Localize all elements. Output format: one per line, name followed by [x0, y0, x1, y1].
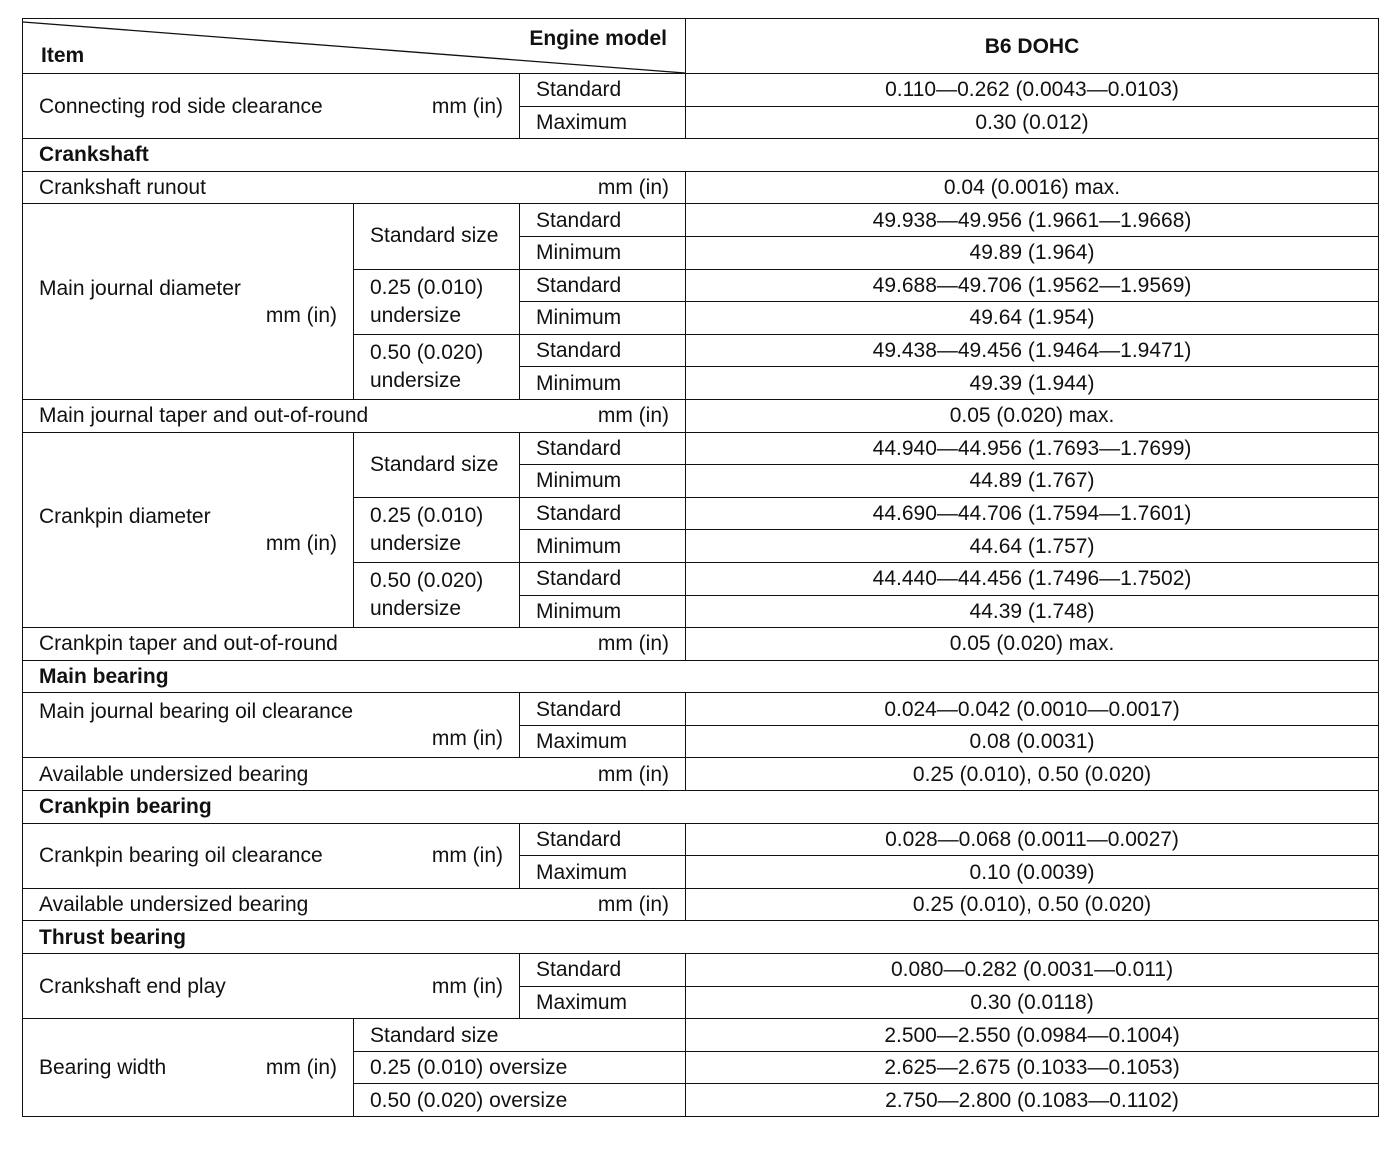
minimum-label: Minimum [520, 530, 686, 563]
section-main-bearing [23, 660, 1379, 693]
main-available-label-cell [23, 758, 686, 791]
standard-label: Standard [520, 74, 686, 107]
runout-label: Crankshaft runout [39, 176, 206, 200]
end-play-maximum: 0.30 (0.0118) [686, 986, 1379, 1019]
standard-label: Standard [520, 693, 686, 726]
header-engine-name: B6 DOHC [686, 19, 1379, 74]
section-title-crankshaft: Crankshaft [23, 139, 1379, 172]
unit-label: mm (in) [431, 727, 503, 751]
pin-available-label: Available undersized bearing [39, 893, 309, 917]
spec-table [22, 18, 1379, 1117]
unit-label: mm (in) [597, 632, 670, 656]
crankpin-label: Crankpin diameter [39, 504, 211, 528]
crankpin-us50-min: 44.39 (1.748) [686, 595, 1379, 628]
section-crankpin-bearing [23, 791, 1379, 824]
main-journal-std-min: 49.89 (1.964) [686, 236, 1379, 269]
main-taper-label-cell [23, 399, 686, 432]
standard-label: Standard [520, 823, 686, 856]
pin-available-value: 0.25 (0.010), 0.50 (0.020) [686, 888, 1379, 921]
undersize-050-label: 0.50 (0.020) undersize [354, 562, 520, 627]
unit-label: mm (in) [265, 1056, 337, 1080]
conrod-standard-value: 0.110—0.262 (0.0043—0.0103) [686, 74, 1379, 107]
main-available-value: 0.25 (0.010), 0.50 (0.020) [686, 758, 1379, 791]
main-journal-us25-std: 49.688—49.706 (1.9562—1.9569) [686, 269, 1379, 302]
crankpin-row [23, 432, 1379, 465]
oversize-050-label: 0.50 (0.020) oversize [354, 1084, 686, 1117]
main-journal-us25-min: 49.64 (1.954) [686, 302, 1379, 335]
section-thrust-bearing [23, 921, 1379, 954]
minimum-label: Minimum [520, 302, 686, 335]
standard-size-label: Standard size [354, 432, 520, 497]
standard-label: Standard [520, 954, 686, 987]
maximum-label: Maximum [520, 725, 686, 758]
maximum-label: Maximum [520, 856, 686, 889]
section-title-main-bearing: Main bearing [23, 660, 1379, 693]
main-available-row [23, 758, 1379, 791]
main-journal-label-cell [23, 204, 354, 400]
pin-taper-value: 0.05 (0.020) max. [686, 628, 1379, 661]
standard-label: Standard [520, 334, 686, 367]
section-crankshaft [23, 139, 1379, 172]
runout-label-cell [23, 171, 686, 204]
pin-oil-clearance-standard: 0.028—0.068 (0.0011—0.0027) [686, 823, 1379, 856]
main-taper-label: Main journal taper and out-of-round [39, 404, 369, 428]
unit-label: mm (in) [265, 531, 337, 555]
minimum-label: Minimum [520, 595, 686, 628]
pin-oil-clearance-label-cell [23, 823, 520, 888]
unit-label: mm (in) [431, 844, 503, 868]
header-engine-model-label: Engine model [529, 27, 668, 50]
standard-label: Standard [520, 204, 686, 237]
main-taper-row [23, 399, 1379, 432]
runout-row [23, 171, 1379, 204]
main-journal-row [23, 204, 1379, 237]
pin-taper-row [23, 628, 1379, 661]
standard-label: Standard [520, 562, 686, 595]
unit-label: mm (in) [265, 303, 337, 327]
bearing-width-os025: 2.625—2.675 (0.1033—0.1053) [686, 1051, 1379, 1084]
pin-available-row [23, 888, 1379, 921]
minimum-label: Minimum [520, 367, 686, 400]
main-journal-us50-std: 49.438—49.456 (1.9464—1.9471) [686, 334, 1379, 367]
unit-label: mm (in) [597, 762, 670, 786]
minimum-label: Minimum [520, 236, 686, 269]
end-play-label: Crankshaft end play [39, 974, 226, 998]
main-oil-clearance-label: Main journal bearing oil clearance [39, 700, 354, 724]
crankpin-std-min: 44.89 (1.767) [686, 465, 1379, 498]
main-oil-clearance-row [23, 693, 1379, 726]
pin-available-label-cell [23, 888, 686, 921]
crankpin-us25-min: 44.64 (1.757) [686, 530, 1379, 563]
header-item-label: Item [41, 44, 85, 67]
main-taper-value: 0.05 (0.020) max. [686, 399, 1379, 432]
unit-label: mm (in) [597, 893, 670, 917]
maximum-label: Maximum [520, 986, 686, 1019]
maximum-label: Maximum [520, 106, 686, 139]
crankpin-us25-std: 44.690—44.706 (1.7594—1.7601) [686, 497, 1379, 530]
unit-label: mm (in) [597, 176, 670, 200]
crankpin-std-std: 44.940—44.956 (1.7693—1.7699) [686, 432, 1379, 465]
crankpin-label-cell [23, 432, 354, 628]
crankpin-us50-std: 44.440—44.456 (1.7496—1.7502) [686, 562, 1379, 595]
main-journal-us50-min: 49.39 (1.944) [686, 367, 1379, 400]
end-play-row [23, 954, 1379, 987]
unit-label: mm (in) [597, 404, 670, 428]
undersize-050-label: 0.50 (0.020) undersize [354, 334, 520, 399]
oversize-025-label: 0.25 (0.010) oversize [354, 1051, 686, 1084]
conrod-maximum-value: 0.30 (0.012) [686, 106, 1379, 139]
pin-oil-clearance-row [23, 823, 1379, 856]
header-row [23, 19, 1379, 74]
header-item-cell [23, 19, 686, 74]
standard-label: Standard [520, 497, 686, 530]
main-journal-label: Main journal diameter [39, 276, 241, 300]
pin-taper-label-cell [23, 628, 686, 661]
pin-taper-label: Crankpin taper and out-of-round [39, 632, 338, 656]
conrod-label-cell [23, 74, 520, 139]
section-title-crankpin-bearing: Crankpin bearing [23, 791, 1379, 824]
pin-oil-clearance-label: Crankpin bearing oil clearance [39, 844, 323, 868]
main-oil-clearance-label-cell [23, 693, 520, 758]
standard-size-label: Standard size [354, 204, 520, 269]
end-play-standard: 0.080—0.282 (0.0031—0.011) [686, 954, 1379, 987]
end-play-label-cell [23, 954, 520, 1019]
bearing-width-os050: 2.750—2.800 (0.1083—0.1102) [686, 1084, 1379, 1117]
bearing-width-label: Bearing width [39, 1056, 167, 1080]
bearing-width-label-cell [23, 1019, 354, 1117]
unit-label: mm (in) [431, 974, 503, 998]
main-journal-std-std: 49.938—49.956 (1.9661—1.9668) [686, 204, 1379, 237]
unit-label: mm (in) [431, 94, 503, 118]
pin-oil-clearance-maximum: 0.10 (0.0039) [686, 856, 1379, 889]
bearing-width-std-size: 2.500—2.550 (0.0984—0.1004) [686, 1019, 1379, 1052]
bearing-width-row [23, 1019, 1379, 1052]
section-title-thrust-bearing: Thrust bearing [23, 921, 1379, 954]
runout-value: 0.04 (0.0016) max. [686, 171, 1379, 204]
undersize-025-label: 0.25 (0.010) undersize [354, 497, 520, 562]
main-available-label: Available undersized bearing [39, 762, 309, 786]
main-oil-clearance-standard: 0.024—0.042 (0.0010—0.0017) [686, 693, 1379, 726]
conrod-label: Connecting rod side clearance [39, 94, 323, 118]
minimum-label: Minimum [520, 465, 686, 498]
standard-size-label: Standard size [354, 1019, 686, 1052]
conrod-row-standard [23, 74, 1379, 107]
standard-label: Standard [520, 432, 686, 465]
main-oil-clearance-maximum: 0.08 (0.0031) [686, 725, 1379, 758]
undersize-025-label: 0.25 (0.010) undersize [354, 269, 520, 334]
standard-label: Standard [520, 269, 686, 302]
